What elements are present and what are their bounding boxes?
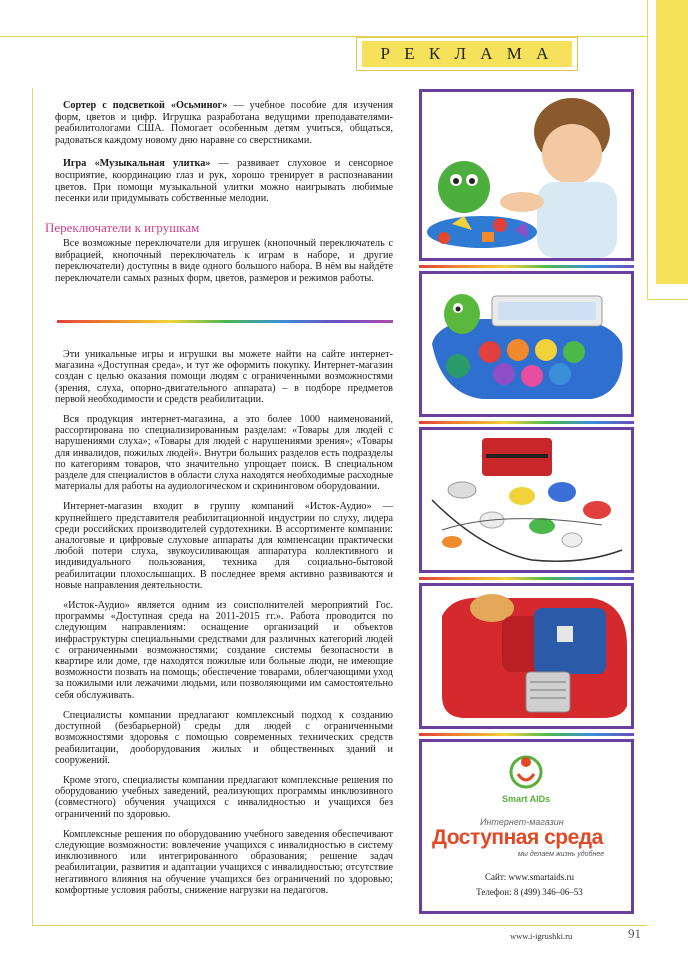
octopus-sorter-photo (422, 92, 631, 258)
shop-name: Доступная среда (432, 826, 603, 849)
article-paragraph: Вся продукция интернет-магазина, а это более 1000 наименований, рассортирована по специализированным разделам: «Товары для людей с нарушениями слуха»; «Товары для людей с нарушениями зрения»; «Товары для инвалидов, пожилых людей». Внутри больших разделов есть подразделы по категориям товаров, что значительно упрощает поиск. В специальном разделе для специалистов в области слуха находятся необходимые расходные материалы для работы на аудиологическом и скрининговом оборудовании. (55, 414, 393, 493)
shop-logo-frame (419, 739, 634, 914)
product-descriptions (55, 100, 393, 214)
section-text-block (55, 238, 393, 293)
contact-phone: Телефон: 8 (499) 346–06–53 (476, 887, 583, 897)
musical-snail-photo (422, 274, 631, 414)
bottom-rule (32, 925, 647, 926)
left-rule (32, 88, 33, 926)
photo-rainbow-divider (419, 265, 634, 268)
photo-rainbow-divider (419, 577, 634, 580)
photo-frame-switches (419, 427, 634, 573)
rainbow-divider (57, 320, 393, 323)
shop-slogan: мы делаем жизнь удобнее (518, 851, 605, 858)
brand-name: Smart AIDs (502, 794, 551, 804)
article-paragraph: Кроме этого, специалисты компании предлагают комплексные решения по оборудованию учебных заведений, реализующих программы инклюзивного (совместного) обучения учащихся с инвалидностью и учащихся без ограничений по здоровью. (55, 774, 393, 820)
article-paragraph: Интернет-магазин входит в группу компаний «Исток-Аудио» — крупнейшего представителя реабилитационной индустрии по слуху, лидера среди российских производителей сурдотехники. В ассортименте компании: аналоговые и цифровые слуховые аппараты для компенсации практически любой потери слуха, звукоусиливающая аппаратура коллективного и индивидуального пользования, техника для социально-бытовой реабилитации плохослышащих. В последнее время активно развиваются и новые направления деятельности. (55, 501, 393, 591)
shop-label: Интернет-магазин (480, 817, 564, 827)
page-number: 91 (628, 926, 641, 941)
photo-frame-octopus (419, 89, 634, 261)
section-text: Все возможные переключатели для игрушек (кнопочный переключатель с вибрацией, кнопочный переключатель к играм в наборе, и другие переключатели) доступны в виде одного большого набора. В нём вы найдёте переключатели самых разных форм, цветов, размеров и режимов работы. (55, 238, 393, 284)
article-paragraph: Специалисты компании предлагают комплексный подход к созданию доступной (безбарьерной) среды для людей с ограниченными возможностями здоровья с помощью современных технических средств реабилитации, дооборудования жилых и общественных зданий и сооружений. (55, 709, 393, 766)
right-decor-outline (647, 0, 688, 300)
toy-switches-photo (422, 430, 631, 570)
photo-frame-snail (419, 271, 634, 417)
photo-column (419, 89, 634, 914)
product-paragraph-octopus: Сортер с подсветкой «Осьминог» — учебное пособие для изучения форм, цветов и цифр. Игрушка разработана ведущими преподавателями-реабилитологами США. Помогает особенным детям учиться, общаться, радоваться каждому новому дню наравне со сверстниками. (55, 100, 394, 146)
product-paragraph-snail: Игра «Музыкальная улитка» — развивает слуховое и сенсорное восприятие, координацию глаз и рук, хорошо тренирует в распознавании цветов. При помощи музыкальной улитки можно наигрывать любимые песенки или придумывать собственные мелодии. (55, 158, 393, 205)
photo-frame-device (419, 583, 634, 729)
side-label (0, 913, 31, 927)
product-title-snail: Игра «Музыкальная улитка» (63, 158, 211, 170)
section-heading: Переключатели к игрушкам (45, 220, 200, 235)
article-paragraph: «Исток-Аудио» является одним из соисполнителей мероприятий Гос. программы «Доступная среда на 2011-2015 гг.». Работа проводится по следующим направлениям: оснащение организаций и объектов инфраструктуры специальными средствами для различных категорий людей с ограниченными возможностями; создание системы безопасности в квартире или доме, где находятся пожилые или больные люди, не имеющие возможности позвать на помощь; обеспечение товарами, облегчающими уход за пожилыми или лежачими людьми, или позволяющими им самостоятельно себя обслуживать. (55, 600, 393, 701)
article-paragraph: Эти уникальные игры и игрушки вы можете найти на сайте интернет-магазина «Доступная среда», и тут же оформить покупку. Интернет-магазин создан с целью оказания помощи людям с ограниченными возможностями (зрения, слуха, опорно-двигательного аппарата) – в подборе предметов первой необходимости и средств реабилитации. (55, 349, 393, 405)
product-title-octopus: Сортер с подсветкой «Осьминог» (63, 100, 228, 111)
photo-rainbow-divider (419, 733, 634, 736)
contact-site[interactable]: Сайт: www.smartaids.ru (485, 872, 574, 882)
button-device-photo (422, 586, 631, 726)
footer-site-link[interactable]: www.i-igrushki.ru (510, 931, 573, 941)
photo-rainbow-divider (419, 421, 634, 424)
article-paragraph: Комплексные решения по оборудованию учебного заведения обеспечивают следующие возможности: вовлечение учащихся с инвалидностью в систему инклюзивного или интегрированного образования; решение задач реабилитации, развития и адаптации учащихся с инвалидностью; отсутствие негативного влияния на обучение учащихся без ограничений по здоровью; комфортные условия работы, снижение нагрузки на педагогов. (55, 828, 393, 896)
section-header-title: Р Е К Л А М А (362, 41, 572, 67)
article-body (55, 349, 393, 905)
